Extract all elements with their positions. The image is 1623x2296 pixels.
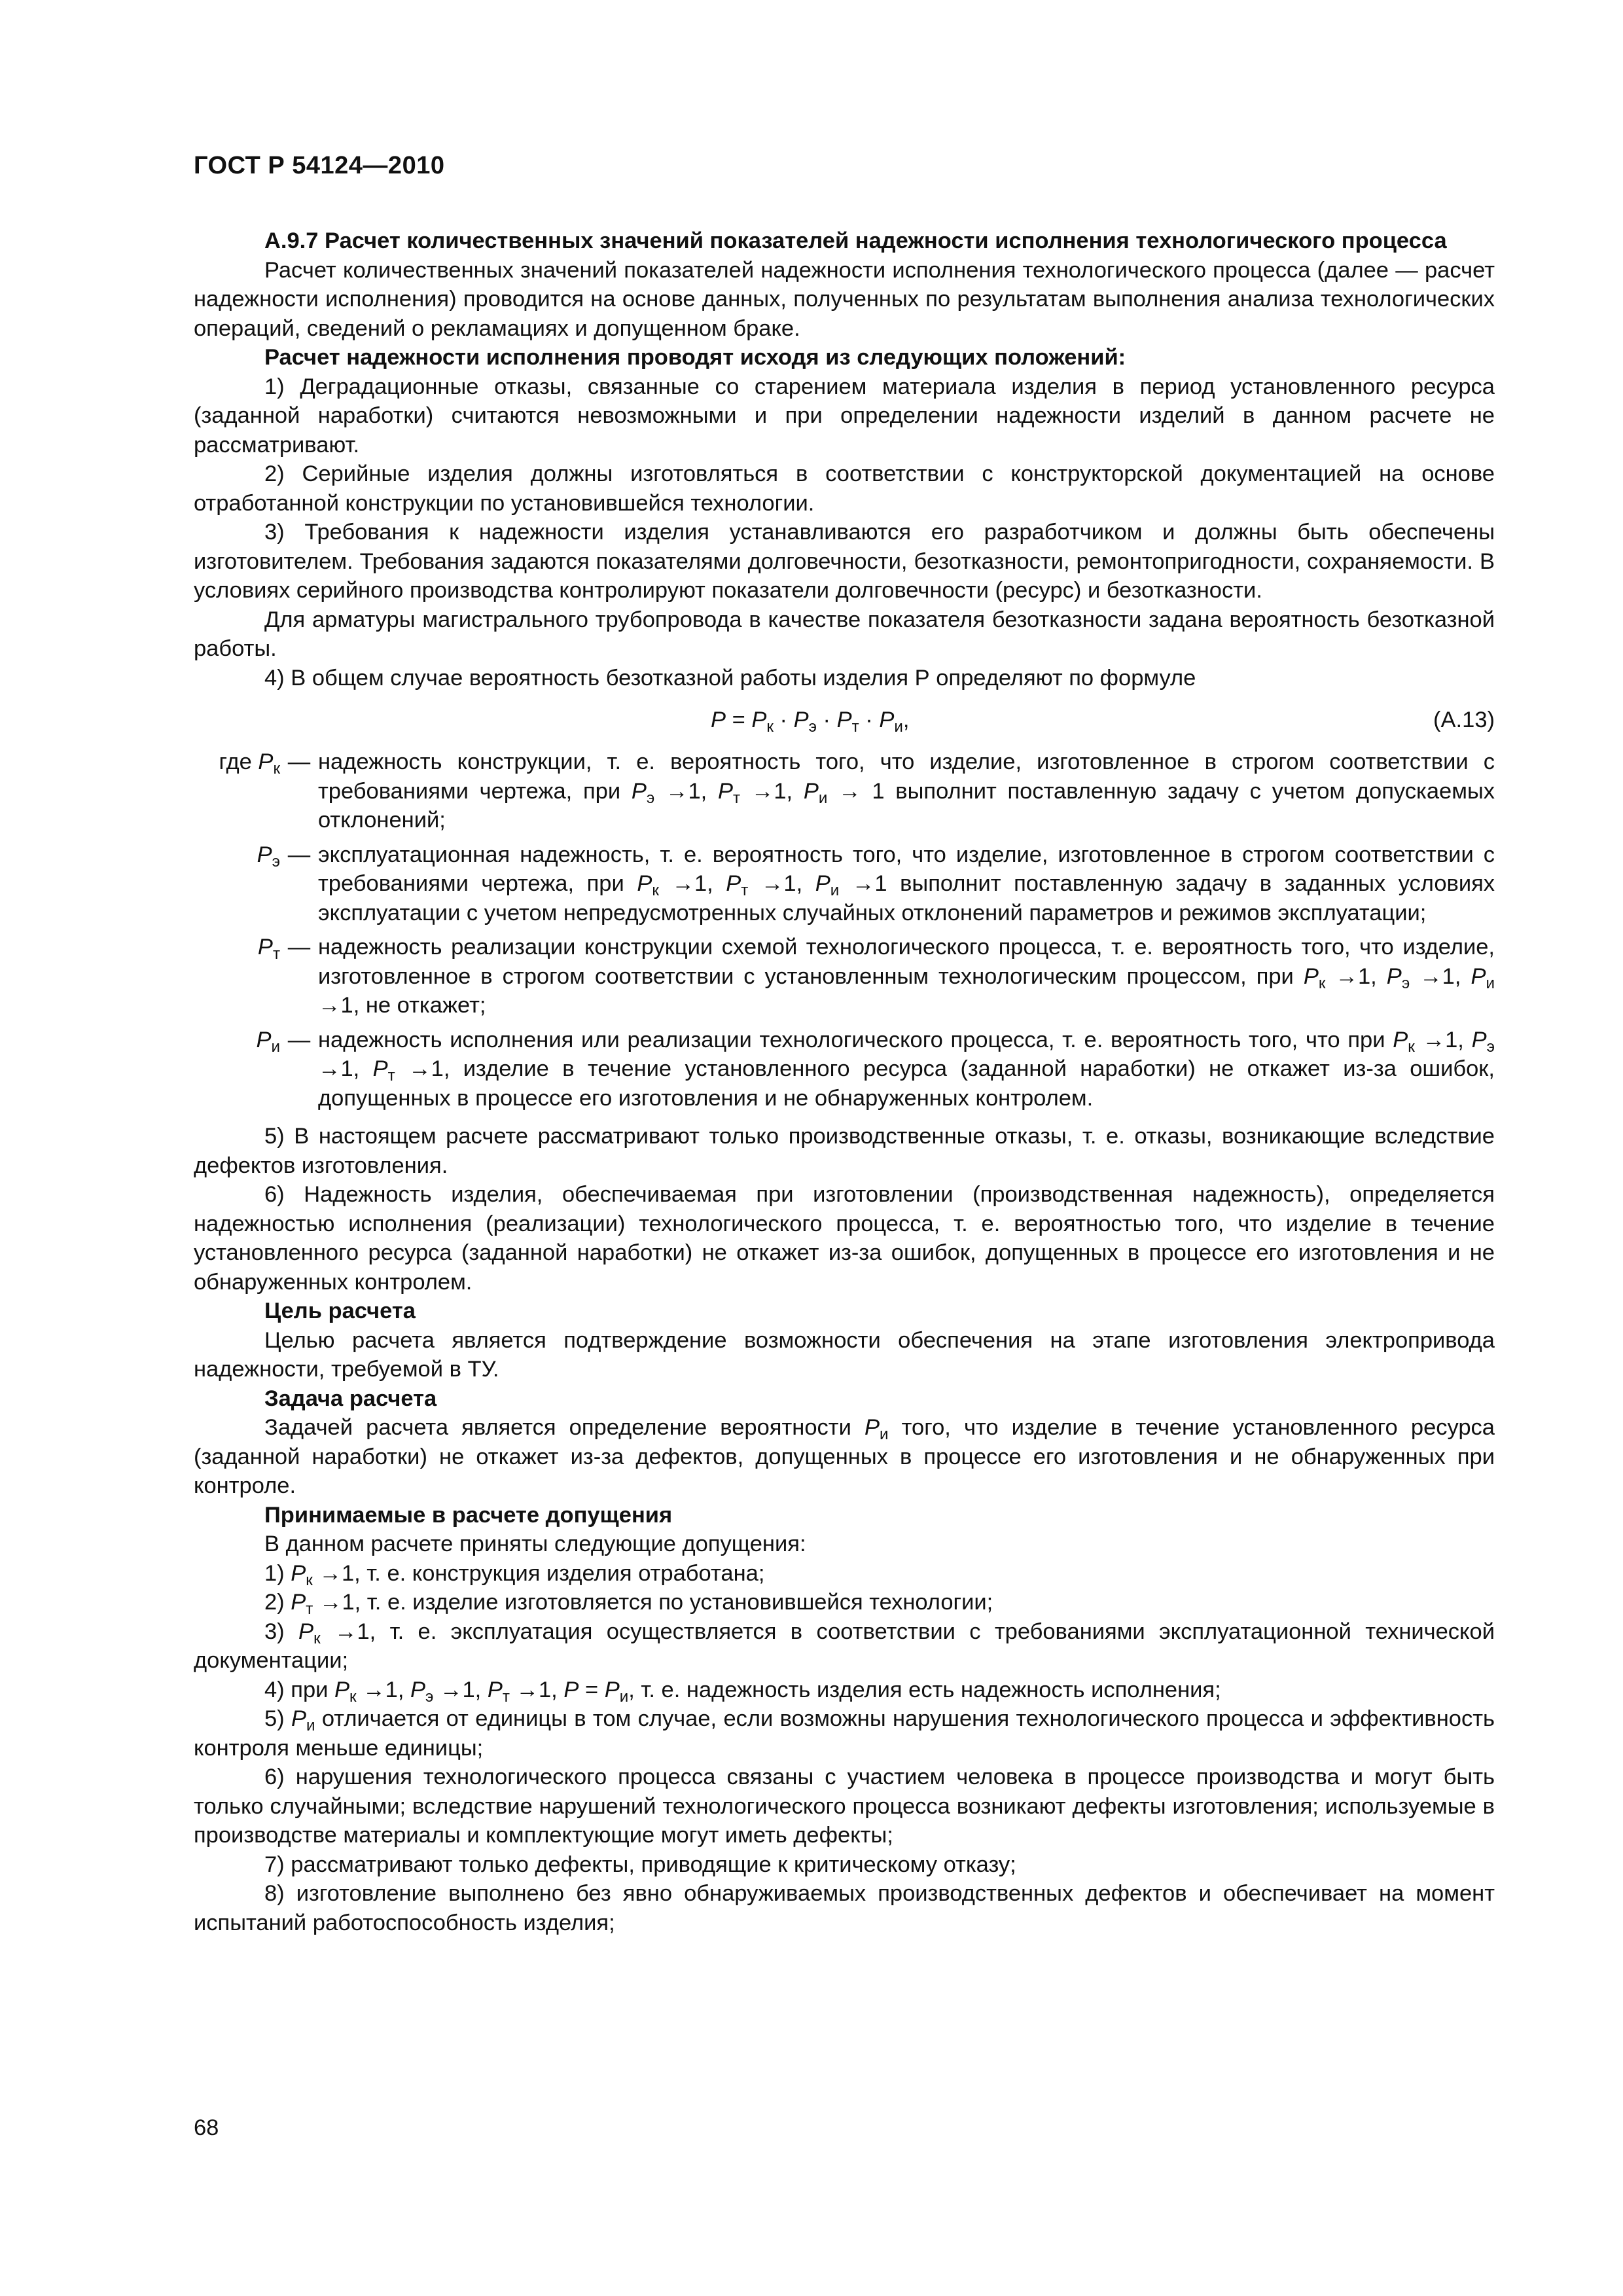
definition-text: надежность конструкции, т. е. вероятность того, что изделие, изготовленное в строгом соответствии с требованиями чертежа, при $P_э \to 1$, $P_т \to 1$, $P_и \to 1$ выполнит поставленную задачу с учетом допускаемых отклонений; (318, 749, 1495, 833)
definition-pk: где $P_к$ — надежность конструкции, т. е. вероятность того, что изделие, изготовленное в строгом соответствии с требованиями чертежа, при $P_э \to 1$, $P_т \to 1$, $P_и \to 1$ выполнит поставленную задачу с учетом допускаемых отклонений; (194, 747, 1495, 835)
section-heading: А.9.7 Расчет количественных значений показателей надежности исполнения технологического процесса (264, 228, 1447, 253)
paragraph-2: 2) Серийные изделия должны изготовляться в соответствии с конструкторской документацией на основе отработанной конструкции по установившейся технологии. (194, 461, 1495, 516)
definition-pt: $P_т$ — надежность реализации конструкции схемой технологического процесса, т. е. вероятность того, что изделие, изготовленное в строгом соответствии с установленным технологическим процессом, при $P_к \to 1$, $P_э \to 1$, $P_и \to 1$, не откажет; (194, 933, 1495, 1020)
formula-expression: $P = P_к \cdot P_э \cdot P_т \cdot P_и$, (711, 708, 910, 736)
definition-text: надежность исполнения или реализации технологического процесса, т. е. вероятность того, что при $P_к \to 1$, $P_э \to 1$, $P_т \to 1$, изделие в течение установленного ресурса (заданной наработки) не откажет из-за ошибок, допущенных в процессе его изготовления и не обнаруженных контролем. (318, 1027, 1495, 1111)
formula-definitions (194, 747, 1495, 1113)
definition-symbol: $P_т$ (257, 935, 280, 963)
definition-symbol: $P_и$ (256, 1027, 280, 1056)
document-code: ГОСТ Р 54124—2010 (194, 152, 445, 179)
goal-heading: Цель расчета (264, 1299, 416, 1323)
paragraph-5: 5) В настоящем расчете рассматривают только производственные отказы, т. е. отказы, возникающие вследствие дефектов изготовления. (194, 1124, 1495, 1178)
definition-symbol: где $P_к$ (219, 749, 280, 778)
formula-number: (А.13) (1433, 708, 1495, 732)
definition-pi: $P_и$ — надежность исполнения или реализации технологического процесса, т. е. вероятность того, что при $P_к \to 1$, $P_э \to 1$, $P_т \to 1$, изделие в течение установленного ресурса (заданной наработки) не откажет из-за ошибок, допущенных в процессе его изготовления и не обнаруженных контролем. (194, 1026, 1495, 1113)
formula-a13 (194, 702, 1495, 738)
assumption-8: 8) изготовление выполнено без явно обнаруживаемых производственных дефектов и обеспечивает на момент испытаний работоспособность изделия; (194, 1881, 1495, 1935)
assumption-1: 1) $P_к \to 1$, т. е. конструкция изделия отработана; (264, 1560, 765, 1589)
page-content (194, 226, 1495, 1937)
paragraph-1: 1) Деградационные отказы, связанные со старением материала изделия в период установленного ресурса (заданной наработки) считаются невозможными и при определении надежности изделий в данном расчете не рассматривают. (194, 374, 1495, 457)
page-number: 68 (194, 2115, 219, 2140)
paragraph-6: 6) Надежность изделия, обеспечиваемая при изготовлении (производственная надежность), определяется надежностью исполнения (реализации) технологического процесса, т. е. вероятностью того, что изделие в течение установленного ресурса (заданной наработки) не откажет из-за ошибок, допущенных в процессе его изготовления и не обнаруженных контролем. (194, 1182, 1495, 1295)
task-heading: Задача расчета (264, 1386, 437, 1411)
definition-pe: $P_э$ — эксплуатационная надежность, т. е. вероятность того, что изделие, изготовленное в строгом соответствии с требованиями чертежа, при $P_к \to 1$, $P_т \to 1$, $P_и \to 1$ выполнит поставленную задачу в заданных условиях эксплуатации с учетом непредусмотренных случайных отклонений параметров и режимов эксплуатации; (194, 840, 1495, 928)
paragraph-intro: Расчет количественных значений показателей надежности исполнения технологического процесса (далее — расчет надежности исполнения) проводится на основе данных, полученных по результатам выполнения анализа технологических операций, сведений о рекламациях и допущенном браке. (194, 257, 1495, 341)
goal-text: Целью расчета является подтверждение возможности обеспечения на этапе изготовления электропривода надежности, требуемой в ТУ. (194, 1327, 1495, 1382)
assumption-3: 3) $P_к \to 1$, т. е. эксплуатация осуществляется в соответствии с требованиями эксплуатационной технической документации; (194, 1619, 1495, 1673)
paragraph-3: 3) Требования к надежности изделия устанавливаются его разработчиком и должны быть обеспечены изготовителем. Требования задаются показателями долговечности, безотказности, ремонтопригодности, сохраняемости. В условиях серийного производства контролируют показатели долговечности (ресурс) и безотказности. (194, 520, 1495, 603)
assumption-2: 2) $P_т \to 1$, т. е. изделие изготовляется по установившейся технологии; (264, 1590, 993, 1618)
definition-symbol: $P_э$ (257, 842, 280, 870)
definition-text: эксплуатационная надежность, т. е. вероятность того, что изделие, изготовленное в строгом соответствии с требованиями чертежа, при $P_к \to 1$, $P_т \to 1$, $P_и \to 1$ выполнит поставленную задачу в заданных условиях эксплуатации с учетом непредусмотренных случайных отклонений параметров и режимов эксплуатации; (318, 842, 1495, 925)
paragraph-armature: Для арматуры магистрального трубопровода в качестве показателя безотказности задана вероятность безотказной работы. (194, 607, 1495, 661)
definition-text: надежность реализации конструкции схемой технологического процесса, т. е. вероятность того, что изделие, изготовленное в строгом соответствии с установленным технологическим процессом, при $P_к \to 1$, $P_э \to 1$, $P_и \to 1$, не откажет; (318, 935, 1495, 1018)
assumptions-intro: В данном расчете приняты следующие допущения: (264, 1532, 806, 1556)
assumption-4: 4) при $P_к \to 1$, $P_э \to 1$, $P_т \to 1$, $P = P_и$, т. е. надежность изделия есть надежность исполнения; (264, 1677, 1221, 1706)
assumptions-heading: Принимаемые в расчете допущения (264, 1502, 673, 1528)
positions-heading: Расчет надежности исполнения проводят исходя из следующих положений: (264, 345, 1126, 370)
task-text: Задачей расчета является определение вероятности $P_и$ того, что изделие в течение установленного ресурса (заданной наработки) не откажет из-за дефектов, допущенных в процессе его изготовления и не обнаруженных при контроле. (194, 1415, 1495, 1498)
assumption-6: 6) нарушения технологического процесса связаны с участием человека в процессе производства и могут быть только случайными; вследствие нарушений технологического процесса возникают дефекты изготовления; используемые в производстве материалы и комплектующие могут иметь дефекты; (194, 1765, 1495, 1848)
assumption-5: 5) $P_и$ отличается от единицы в том случае, если возможны нарушения технологического процесса и эффективность контроля меньше единицы; (194, 1706, 1495, 1761)
assumption-7: 7) рассматривают только дефекты, приводящие к критическому отказу; (264, 1852, 1016, 1877)
paragraph-4: 4) В общем случае вероятность безотказной работы изделия Р определяют по формуле (264, 665, 1196, 691)
